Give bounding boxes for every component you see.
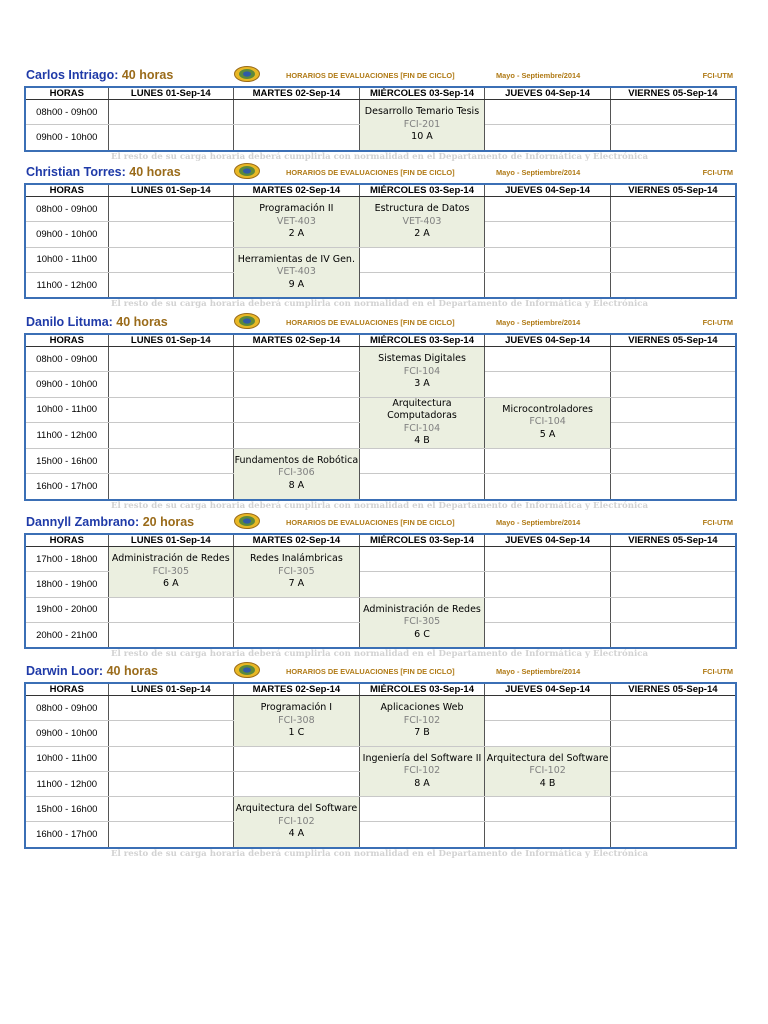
- footer-note: El resto de su carga horaria deberá cumplirla con normalidad en el Departamento de Informática y Electrónica: [110, 848, 649, 859]
- empty-cell: [359, 272, 485, 298]
- column-header-day: MIÉRCOLES 03-Sep-14: [359, 683, 485, 696]
- table-row: [25, 100, 736, 125]
- class-code: FCI-104: [403, 365, 441, 377]
- time-slot: 11h00 - 12h00: [25, 423, 108, 449]
- schedule-header: [24, 66, 735, 86]
- empty-cell: [108, 597, 234, 622]
- class-name: Fundamentos de Robótica: [234, 454, 359, 466]
- class-code: FCI-102: [403, 714, 441, 726]
- table-header-row: [25, 334, 736, 347]
- table-row: [25, 474, 736, 500]
- empty-cell: [234, 347, 360, 372]
- empty-cell: [234, 372, 360, 397]
- class-cell: [234, 448, 360, 499]
- empty-cell: [485, 822, 611, 848]
- teacher-name-line: [26, 68, 173, 82]
- column-header-day: LUNES 01-Sep-14: [108, 334, 234, 347]
- class-cell: [359, 100, 485, 151]
- column-header-day: VIERNES 05-Sep-14: [610, 683, 736, 696]
- column-header-day: VIERNES 05-Sep-14: [610, 184, 736, 197]
- time-slot: 15h00 - 16h00: [25, 448, 108, 473]
- class-code: VET-403: [276, 266, 316, 278]
- class-group: 1 C: [288, 727, 305, 739]
- empty-cell: [485, 474, 611, 500]
- teacher-name: Danilo Lituma: [26, 315, 109, 329]
- schedule-title: HORARIOS DE EVALUACIONES [FIN DE CICLO]: [286, 667, 455, 676]
- teacher-name-line: [26, 165, 181, 179]
- time-slot: 09h00 - 10h00: [25, 222, 108, 247]
- empty-cell: [610, 347, 736, 372]
- name-separator: :: [114, 68, 122, 82]
- schedule-table: [24, 183, 737, 299]
- column-header-day: MIÉRCOLES 03-Sep-14: [359, 534, 485, 547]
- column-header-day: VIERNES 05-Sep-14: [610, 334, 736, 347]
- teacher-name-line: [26, 515, 194, 529]
- empty-cell: [359, 448, 485, 473]
- empty-cell: [485, 197, 611, 222]
- teacher-hours: 40 horas: [121, 68, 174, 82]
- name-separator: :: [98, 664, 107, 678]
- empty-cell: [359, 547, 485, 572]
- teacher-hours: 40 horas: [106, 664, 158, 678]
- class-code: FCI-308: [278, 714, 315, 726]
- empty-cell: [108, 721, 234, 746]
- class-group: 3 A: [414, 378, 430, 390]
- university-logo-icon: [234, 662, 260, 678]
- time-slot: 08h00 - 09h00: [25, 197, 108, 222]
- table-row: [25, 247, 736, 272]
- time-slot: 19h00 - 20h00: [25, 597, 108, 622]
- schedule-header: [24, 662, 735, 682]
- class-code: FCI-201: [403, 118, 441, 130]
- time-slot: 18h00 - 19h00: [25, 572, 108, 597]
- institution-label: FCI-UTM: [702, 518, 733, 527]
- class-group: 8 A: [288, 480, 305, 492]
- teacher-hours: 20 horas: [142, 515, 195, 529]
- empty-cell: [610, 448, 736, 473]
- class-name: Administración de Redes: [363, 603, 481, 615]
- empty-cell: [610, 222, 736, 247]
- empty-cell: [485, 797, 611, 822]
- footer-note: El resto de su carga horaria deberá cumplirla con normalidad en el Departamento de Informática y Electrónica: [110, 151, 649, 162]
- schedule-header: [24, 313, 735, 333]
- column-header-day: JUEVES 04-Sep-14: [485, 534, 611, 547]
- class-group: 6 A: [163, 578, 179, 590]
- table-row: [25, 347, 736, 372]
- time-slot: 08h00 - 09h00: [25, 696, 108, 721]
- teacher-hours: 40 horas: [129, 165, 181, 179]
- class-code: FCI-104: [403, 422, 441, 434]
- time-slot: 11h00 - 12h00: [25, 771, 108, 796]
- empty-cell: [610, 597, 736, 622]
- class-code: FCI-102: [403, 765, 441, 777]
- class-cell: [359, 746, 485, 797]
- institution-label: FCI-UTM: [702, 667, 733, 676]
- empty-cell: [610, 721, 736, 746]
- column-header-day: LUNES 01-Sep-14: [108, 184, 234, 197]
- table-row: [25, 448, 736, 473]
- class-name: Arquitectura Computadoras: [387, 397, 457, 422]
- class-group: 7 A: [288, 578, 305, 590]
- class-cell: [234, 547, 360, 598]
- class-cell: [234, 247, 360, 298]
- schedule-title: HORARIOS DE EVALUACIONES [FIN DE CICLO]: [286, 71, 455, 80]
- empty-cell: [485, 696, 611, 721]
- table-row: [25, 272, 736, 298]
- table-row: [25, 746, 736, 771]
- empty-cell: [108, 272, 234, 298]
- university-logo-icon: [234, 513, 260, 529]
- class-name: Desarrollo Temario Tesis: [364, 105, 480, 117]
- column-header-hours: HORAS: [25, 334, 108, 347]
- schedule-title: HORARIOS DE EVALUACIONES [FIN DE CICLO]: [286, 318, 455, 327]
- table-row: [25, 397, 736, 423]
- empty-cell: [359, 822, 485, 848]
- university-logo-icon: [234, 66, 260, 82]
- time-slot: 08h00 - 09h00: [25, 347, 108, 372]
- empty-cell: [485, 572, 611, 597]
- column-header-day: JUEVES 04-Sep-14: [485, 683, 611, 696]
- schedule-period: Mayo - Septiembre/2014: [496, 318, 581, 327]
- column-header-day: MARTES 02-Sep-14: [234, 534, 360, 547]
- empty-cell: [610, 125, 736, 151]
- empty-cell: [108, 771, 234, 796]
- column-header-day: MARTES 02-Sep-14: [234, 184, 360, 197]
- class-name: Administración de Redes: [111, 552, 230, 564]
- time-slot: 15h00 - 16h00: [25, 797, 108, 822]
- class-code: FCI-305: [152, 565, 190, 577]
- class-group: 10 A: [411, 131, 433, 143]
- empty-cell: [234, 746, 360, 771]
- schedule-header: [24, 163, 735, 183]
- class-code: FCI-102: [278, 815, 315, 827]
- empty-cell: [485, 372, 611, 397]
- class-name: Aplicaciones Web: [380, 701, 464, 713]
- class-code: FCI-305: [278, 565, 315, 577]
- class-group: 7 B: [414, 727, 430, 739]
- empty-cell: [610, 272, 736, 298]
- empty-cell: [610, 547, 736, 572]
- class-cell: [234, 797, 360, 848]
- column-header-hours: HORAS: [25, 184, 108, 197]
- teacher-name-line: [26, 315, 168, 329]
- empty-cell: [610, 746, 736, 771]
- empty-cell: [234, 125, 360, 151]
- column-header-day: JUEVES 04-Sep-14: [485, 87, 611, 100]
- teacher-name: Christian Torres: [26, 165, 122, 179]
- column-header-day: MIÉRCOLES 03-Sep-14: [359, 184, 485, 197]
- class-name: Microcontroladores: [502, 403, 593, 415]
- university-logo-icon: [234, 313, 260, 329]
- column-header-hours: HORAS: [25, 683, 108, 696]
- empty-cell: [234, 397, 360, 423]
- name-separator: :: [121, 165, 130, 179]
- empty-cell: [108, 797, 234, 822]
- class-cell: [485, 397, 611, 448]
- name-separator: :: [135, 515, 143, 529]
- empty-cell: [108, 822, 234, 848]
- empty-cell: [610, 247, 736, 272]
- empty-cell: [610, 100, 736, 125]
- time-slot: 09h00 - 10h00: [25, 372, 108, 397]
- empty-cell: [234, 423, 360, 449]
- class-name: Redes Inalámbricas: [249, 552, 343, 564]
- institution-label: FCI-UTM: [702, 318, 733, 327]
- class-cell: [485, 746, 611, 797]
- class-name: Herramientas de IV Gen.: [237, 253, 355, 265]
- class-code: FCI-305: [403, 616, 441, 628]
- empty-cell: [359, 247, 485, 272]
- empty-cell: [610, 771, 736, 796]
- schedule-block: [24, 313, 735, 512]
- time-slot: 09h00 - 10h00: [25, 721, 108, 746]
- footer-note: El resto de su carga horaria deberá cumplirla con normalidad en el Departamento de Informática y Electrónica: [110, 299, 649, 310]
- empty-cell: [610, 822, 736, 848]
- institution-label: FCI-UTM: [702, 168, 733, 177]
- time-slot: 20h00 - 21h00: [25, 622, 108, 648]
- time-slot: 17h00 - 18h00: [25, 547, 108, 572]
- schedule-block: [24, 163, 735, 310]
- empty-cell: [234, 771, 360, 796]
- column-header-day: MARTES 02-Sep-14: [234, 683, 360, 696]
- class-name: Programación I: [260, 701, 333, 713]
- table-header-row: [25, 534, 736, 547]
- empty-cell: [108, 247, 234, 272]
- column-header-day: MARTES 02-Sep-14: [234, 334, 360, 347]
- class-cell: [359, 696, 485, 747]
- schedule-table: [24, 682, 737, 849]
- column-header-day: MARTES 02-Sep-14: [234, 87, 360, 100]
- empty-cell: [108, 347, 234, 372]
- empty-cell: [610, 197, 736, 222]
- class-cell: [359, 397, 485, 448]
- empty-cell: [485, 347, 611, 372]
- column-header-hours: HORAS: [25, 87, 108, 100]
- table-header-row: [25, 683, 736, 696]
- empty-cell: [108, 622, 234, 648]
- column-header-day: JUEVES 04-Sep-14: [485, 334, 611, 347]
- empty-cell: [485, 597, 611, 622]
- empty-cell: [610, 696, 736, 721]
- schedule-table: [24, 333, 737, 501]
- empty-cell: [108, 372, 234, 397]
- column-header-day: LUNES 01-Sep-14: [108, 683, 234, 696]
- empty-cell: [610, 397, 736, 423]
- empty-cell: [485, 622, 611, 648]
- column-header-day: LUNES 01-Sep-14: [108, 87, 234, 100]
- class-code: FCI-102: [529, 765, 566, 777]
- empty-cell: [485, 222, 611, 247]
- time-slot: 10h00 - 11h00: [25, 397, 108, 423]
- table-row: [25, 597, 736, 622]
- teacher-name: Carlos Intriago: [26, 68, 115, 82]
- schedule-period: Mayo - Septiembre/2014: [496, 667, 581, 676]
- schedule-block: [24, 513, 735, 660]
- class-code: FCI-306: [278, 467, 315, 479]
- empty-cell: [610, 372, 736, 397]
- table-row: [25, 547, 736, 572]
- class-cell: [359, 597, 485, 648]
- empty-cell: [485, 247, 611, 272]
- empty-cell: [108, 397, 234, 423]
- empty-cell: [610, 423, 736, 449]
- column-header-day: LUNES 01-Sep-14: [108, 534, 234, 547]
- class-code: FCI-104: [529, 416, 566, 428]
- teacher-name: Dannyll Zambrano: [26, 515, 136, 529]
- teacher-name: Darwin Loor: [26, 664, 99, 678]
- class-code: VET-403: [276, 215, 316, 227]
- class-name: Arquitectura del Software: [486, 752, 609, 764]
- schedule-period: Mayo - Septiembre/2014: [496, 71, 581, 80]
- column-header-day: VIERNES 05-Sep-14: [610, 87, 736, 100]
- time-slot: 10h00 - 11h00: [25, 247, 108, 272]
- class-cell: [359, 197, 485, 248]
- time-slot: 16h00 - 17h00: [25, 474, 108, 500]
- class-group: 8 A: [414, 777, 430, 789]
- time-slot: 11h00 - 12h00: [25, 272, 108, 298]
- empty-cell: [359, 474, 485, 500]
- empty-cell: [108, 100, 234, 125]
- time-slot: 08h00 - 09h00: [25, 100, 108, 125]
- university-logo-icon: [234, 163, 260, 179]
- teacher-name-line: [26, 664, 158, 678]
- schedule-title: HORARIOS DE EVALUACIONES [FIN DE CICLO]: [286, 168, 455, 177]
- schedule-period: Mayo - Septiembre/2014: [496, 518, 581, 527]
- column-header-hours: HORAS: [25, 534, 108, 547]
- footer-note: El resto de su carga horaria deberá cumplirla con normalidad en el Departamento de Informática y Electrónica: [110, 649, 649, 660]
- empty-cell: [234, 597, 360, 622]
- table-row: [25, 696, 736, 721]
- table-header-row: [25, 87, 736, 100]
- empty-cell: [610, 474, 736, 500]
- empty-cell: [108, 197, 234, 222]
- empty-cell: [359, 797, 485, 822]
- column-header-day: MIÉRCOLES 03-Sep-14: [359, 334, 485, 347]
- empty-cell: [108, 222, 234, 247]
- class-group: 4 B: [414, 435, 430, 447]
- empty-cell: [108, 746, 234, 771]
- empty-cell: [108, 423, 234, 449]
- empty-cell: [485, 448, 611, 473]
- class-group: 4 B: [539, 777, 556, 789]
- schedule-period: Mayo - Septiembre/2014: [496, 168, 581, 177]
- empty-cell: [359, 572, 485, 597]
- column-header-day: VIERNES 05-Sep-14: [610, 534, 736, 547]
- class-group: 2 A: [414, 228, 430, 240]
- schedule-table: [24, 533, 737, 649]
- empty-cell: [234, 622, 360, 648]
- empty-cell: [485, 721, 611, 746]
- time-slot: 16h00 - 17h00: [25, 822, 108, 848]
- class-group: 6 C: [414, 628, 430, 640]
- class-name: Estructura de Datos: [374, 202, 470, 214]
- schedule-header: [24, 513, 735, 533]
- class-name: Ingeniería del Software II: [362, 752, 482, 764]
- table-row: [25, 197, 736, 222]
- class-cell: [234, 197, 360, 248]
- empty-cell: [108, 125, 234, 151]
- footer-note: El resto de su carga horaria deberá cumplirla con normalidad en el Departamento de Informática y Electrónica: [110, 500, 649, 511]
- column-header-day: JUEVES 04-Sep-14: [485, 184, 611, 197]
- class-group: 2 A: [288, 228, 305, 240]
- class-name: Programación II: [259, 202, 334, 214]
- class-group: 5 A: [539, 429, 556, 441]
- schedule-block: [24, 66, 735, 163]
- empty-cell: [234, 100, 360, 125]
- teacher-hours: 40 horas: [116, 315, 168, 329]
- empty-cell: [485, 125, 611, 151]
- schedule-table: [24, 86, 737, 152]
- class-group: 4 A: [288, 828, 305, 840]
- schedule-block: [24, 662, 735, 860]
- empty-cell: [108, 448, 234, 473]
- class-cell: [108, 547, 234, 598]
- empty-cell: [485, 100, 611, 125]
- table-row: [25, 797, 736, 822]
- empty-cell: [108, 474, 234, 500]
- class-group: 9 A: [288, 278, 305, 290]
- name-separator: :: [108, 315, 117, 329]
- table-row: [25, 822, 736, 848]
- empty-cell: [610, 797, 736, 822]
- institution-label: FCI-UTM: [702, 71, 733, 80]
- class-cell: [234, 696, 360, 747]
- class-cell: [359, 347, 485, 398]
- empty-cell: [108, 696, 234, 721]
- empty-cell: [610, 622, 736, 648]
- time-slot: 10h00 - 11h00: [25, 746, 108, 771]
- table-header-row: [25, 184, 736, 197]
- schedule-title: HORARIOS DE EVALUACIONES [FIN DE CICLO]: [286, 518, 455, 527]
- time-slot: 09h00 - 10h00: [25, 125, 108, 151]
- class-code: VET-403: [402, 215, 442, 227]
- column-header-day: MIÉRCOLES 03-Sep-14: [359, 87, 485, 100]
- empty-cell: [610, 572, 736, 597]
- class-name: Arquitectura del Software: [235, 803, 358, 815]
- empty-cell: [485, 272, 611, 298]
- empty-cell: [485, 547, 611, 572]
- class-name: Sistemas Digitales: [378, 352, 466, 364]
